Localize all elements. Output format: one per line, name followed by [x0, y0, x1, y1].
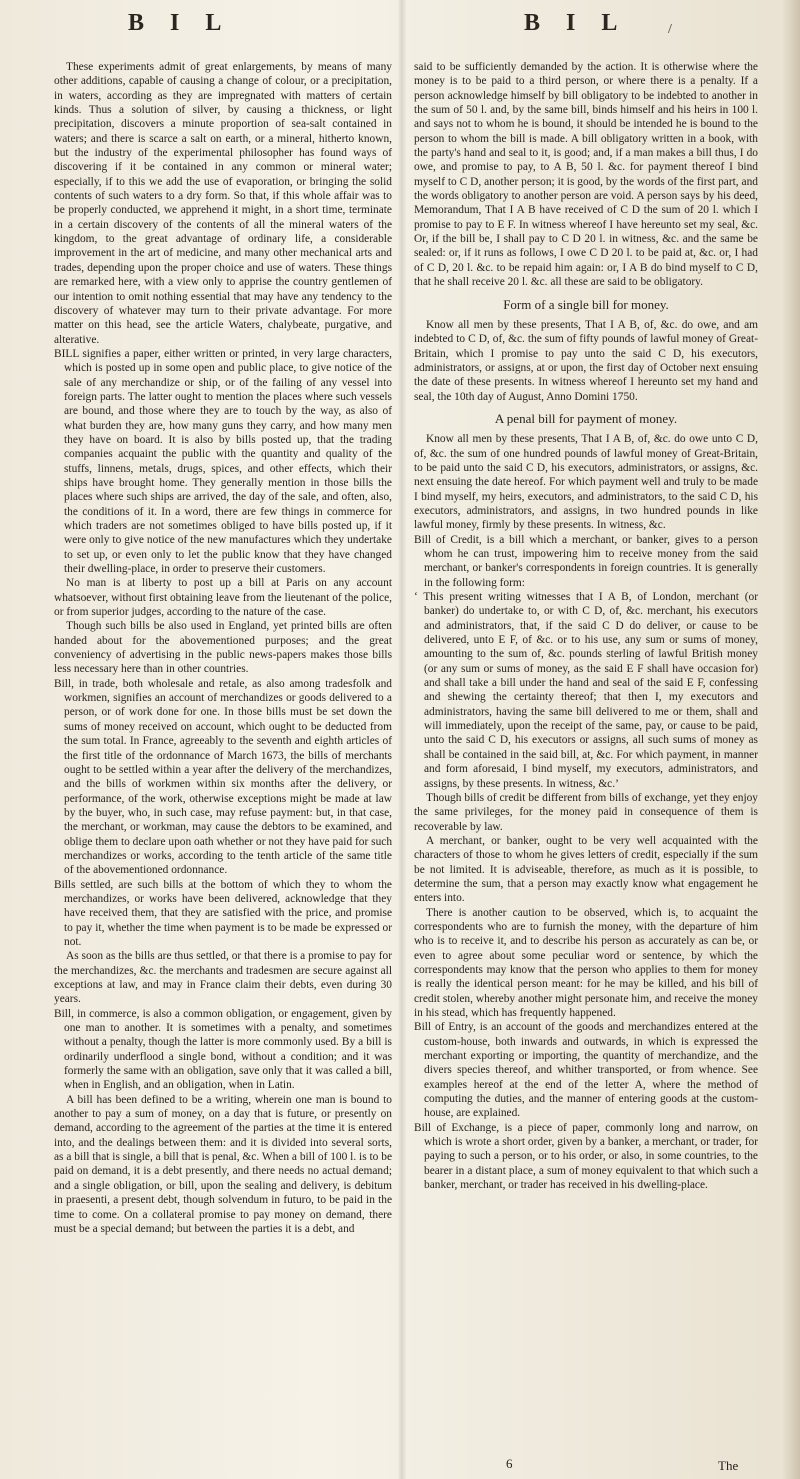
right-text-column [414, 60, 758, 1192]
left-paragraph: Though such bills be also used in England, yet printed bills are often handed about for the abovementioned purposes; and the great conveniency of advertising in the public news-papers makes those bills less necessary here than in other countries. [54, 620, 392, 676]
left-paragraph: As soon as the bills are thus settled, or that there is a promise to pay for the merchandizes, &c. the merchants and tradesmen are secure against all exceptions at law, and may in France claim their debts, even during 30 years. [54, 950, 392, 1006]
right-paragraph: Though bills of credit be different from bills of exchange, yet they enjoy the same privileges, for the money paid in consequence of them is recoverable by law. [414, 791, 758, 833]
left-running-head: B I L [128, 10, 232, 36]
right-page-mark: / [668, 22, 672, 37]
right-paragraph: Bill of Credit, is a bill which a merchant, or banker, gives to a person whom he can trust, impowering him to receive money from the said merchant, or banker's correspondents in foreign countries. It is generally in the following form: [414, 533, 758, 589]
page-edge [782, 0, 800, 1479]
left-paragraph: A bill has been defined to be a writing, wherein one man is bound to another to pay a sum of money, on a day that is future, or presently on demand, according to the agreement of the parties at the time it is entered into, and the dealings between them: and it is divided into several sorts, as a bill that is single, a bill that is penal, &c. When a bill of 100 l. is to be paid on demand, it is a debt presently, and there needs no actual demand; and a single obligation, or bill, upon the sealing and delivery, is debitum in praesenti, a present debt, though solvendum in futuro, to be paid in the time to come. On a collateral promise to pay money on demand, there must be a special demand; but between the parties it is a debt, and [54, 1093, 392, 1235]
right-paragraph: There is another caution to be observed, which is, to acquaint the correspondents who are to furnish the money, with the departure of him who is to receive it, and to describe his person as accurately as can be, or even to agree about some peculiar word or sentence, by which the correspondents may know that the person who applies to them for money is really the identical person meant: for he may be killed, and his bill of credit stolen, whereby another might personate him, and receive the money in his stead, which has frequently happened. [414, 906, 758, 1019]
left-paragraph: Bill, in trade, both wholesale and retale, as also among tradesfolk and workmen, signifies an account of merchandizes or goods delivered to a person, or of work done for one. In those bills must be set down the sums of money received on account, which ought to be deducted from the sum total. In France, agreeably to the seventh and eighth articles of the first title of the ordonnance of March 1673, the bills of merchants ought to be settled within a year after the delivery of the merchandizes, and the bills of workmen within six months after the delivery, or performance, of the work, otherwise exceptions might be made at law by the buyer, who, in such case, may refuse payment: but, in that case, the merchant, or workman, may cause the debtors to be examined, and oblige them to declare upon oath whether or not they have paid for such merchandizes or works, according to the tenth article of the same title of the abovementioned ordonnance. [54, 677, 393, 877]
right-form-heading: A penal bill for payment of money. [494, 410, 678, 426]
left-text-column [54, 60, 392, 1236]
right-running-head: B I L [524, 10, 628, 36]
left-paragraph: BILL signifies a paper, either written or printed, in very large characters, which is posted up in some open and public place, to give notice of the sale of any merchandize or ship, or of the failing of any vessel into foreign parts. The latter ought to mention the places where such vessels are bound, and those where they are to touch by the way, as also of what burden they are, how many guns they carry, and how many men they have on board. It is also by bills posted up, that the trading companies acquaint the public with the quantity and quality of the stuffs, linnens, metals, drugs, spices, and other effects, which their ships have brought home. They generally mention in those bills the places where such ships are arrived, the day of the sale, and often, also, the conditions of it. In a word, there are few things in commerce for which traders are not sometimes obliged to have bills posted up, if it were only to give notice of the new manufactures which they undertake to set up, or even only to let the public know that they have changed their dwelling-place, in order to preserve their customers. [54, 347, 392, 576]
right-paragraph: Know all men by these presents, That I A B, of, &c. do owe, and am indebted to C D, of, &c. the sum of fifty pounds of lawful money of Great-Britain, which I promise to pay unto the said C D, his executors, administrators, or assigns, at or upon, the first day of October next ensuing the date of these presents. In witness whereof I hereunto set my hand and seal, the 10th day of August, Anno Domini 1750. [414, 318, 758, 403]
right-quoted-form: ‘ This present writing witnesses that I A B, of London, merchant (or banker) do undertake to, or with C D, of, &c. merchant, his executors and administrators, that, if the said C D do deliver, or cause to be delivered, unto E F, of &c. or to his use, any sum or sums of money, amounting to the sum of, &c. pounds sterling of lawful British money (or any sum or sums of money, as the said E F shall have occasion for) and shall take a bill under the hand and seal of the said E F, confessing and shewing the certainty thereof; that then I, my executors and administrators, having the same bill delivered to me or them, shall and will immediately, upon the receipt of the same, pay, or cause to be paid, unto the said C D, his executors or assigns, all such sums of money as shall be contained in the said bill, at, &c. For which payment, in manner and form aforesaid, I bind myself, my executors, administrators, and assigns, by these presents. In witness, &c.’ [414, 591, 758, 790]
right-paragraph: Bill of Entry, is an account of the goods and merchandizes entered at the custom-house, both inwards and outwards, in which is expressed the merchant exporting or importing, the quantity of merchandize, and the divers species thereof, and whither transported, or from whence. See examples hereof at the end of the letter A, where the method of computing the duties, and the manner of entering goods at the custom-house, are explained. [414, 1021, 758, 1120]
right-form-heading: Form of a single bill for money. [503, 296, 669, 312]
left-paragraph: Bills settled, are such bills at the bottom of which they to whom the merchandizes, or works have been delivered, acknowledge that they have received them, that they are satisfied with the price, and promise to pay it, whether the time when payment is to be made be expressed or not. [54, 878, 392, 948]
left-paragraph: These experiments admit of great enlargements, by means of many other additions, capable of causing a change of colour, or a precipitation, in waters, according as they are impregnated with matters of certain kinds. Thus a solution of silver, by causing a thickness, or light precipitation, discovers a minute proportion of sea-salt contained in waters; and there is scarce a salt on earth, or a mineral, hitherto known, but the industry of the experimental philosopher has found ways of discovering if it be contained in any common or mineral water; especially, if to this we add the use of evaporation, or bringing the solid contents of such waters to a dry form. So that, if this whole affair was to be properly conducted, we apprehend it might, in a short time, terminate in a certain discovery of the contents of all the mineral waters of the kingdom, to the great advantage of ordinary life, a considerable improvement in the art of medicine, and many other mechanical arts and trades, depending upon the proper choice and use of waters. These things are remarked here, with a view only to apprise the country gentlemen of our intention to omit nothing essential that may have any tendency to the discovery of whatever may turn to their private advantage. For more matter on this head, see the article Waters, chalybeate, purgative, and alterative. [54, 61, 392, 346]
signature-mark: 6 [506, 1456, 513, 1471]
right-paragraph: Bill of Exchange, is a piece of paper, commonly long and narrow, on which is wrote a short order, given by a banker, a merchant, or trader, for paying to such a person, or to his order, or also, in some countries, to the bearer in a distant place, a sum of money equivalent to that which such a banker, merchant, or trader has received in his dwelling-place. [414, 1121, 758, 1192]
right-paragraph: Know all men by these presents, That I A B, of, &c. do owe unto C D, of, &c. the sum of one hundred pounds of lawful money of Great-Britain, to be paid unto the said C D, his executors, administrators, or assigns, &c. next ensuing the date hereof. For which payment well and truly to be made I bind myself, my heirs, executors, and administrators, to the said C D, his executors, administrators, and assigns, in two hundred pounds in like lawful money, firmly by these presents. In witness, &c. [414, 433, 758, 532]
right-paragraph: A merchant, or banker, ought to be very well acquainted with the characters of those to whom he gives letters of credit, especially if the sum be not limited. It is adviseable, therefore, as much as it is possible, to determine the sum, that a person may exactly know what engagement he enters into. [414, 834, 758, 905]
catchword: The [718, 1458, 739, 1473]
right-paragraph: said to be sufficiently demanded by the action. It is otherwise where the money is to be paid to a third person, or where there is a penalty. If a person acknowledge himself by bill obligatory to be indebted to another in the sum of 50 l. and, by the same bill, binds himself and his heirs in 100 l. and says not to whom he is bound, it should be intended he is bound to the person to whom the bill is made. A bill obligatory written in a book, with the party's hand and seal to it, is good; and, if a man makes a bill thus, I do owe, and promise to pay, to A B, 50 l. &c. for payment thereof I bind myself to C D, another person; it is good, by the words of the first part, and the words obligatory to another person are void. A person says by his deed, Memorandum, That I A B have received of C D the sum of 20 l. which I promise to pay to E F. In witness whereof I have hereunto set my seal, &c. Or, if the bill be, I shall pay to C D 20 l. in witness, &c. and the same be sealed: or, if it runs as follows, I owe C D 20 l. to be paid at, &c. or, I had of C D, 20 l. &c. to be repaid him again: or, I A B do bind myself to C D, that he shall receive 20 l. &c. all these are said to be obligatory. [414, 61, 758, 289]
page-gutter [398, 0, 406, 1479]
left-paragraph: No man is at liberty to post up a bill at Paris on any account whatsoever, without first obtaining leave from the lieutenant of the police, or from superior judges, according to the nature of the case. [54, 577, 392, 619]
left-paragraph: Bill, in commerce, is also a common obligation, or engagement, given by one man to another. It is sometimes with a penalty, and sometimes without a penalty, though the latter is more commonly used. By a bill is ordinarily underflood a single bond, without a condition; and it was formerly the same with an obligation, save only that it was called a bill, when in English, and an obligation, when in Latin. [54, 1007, 392, 1092]
